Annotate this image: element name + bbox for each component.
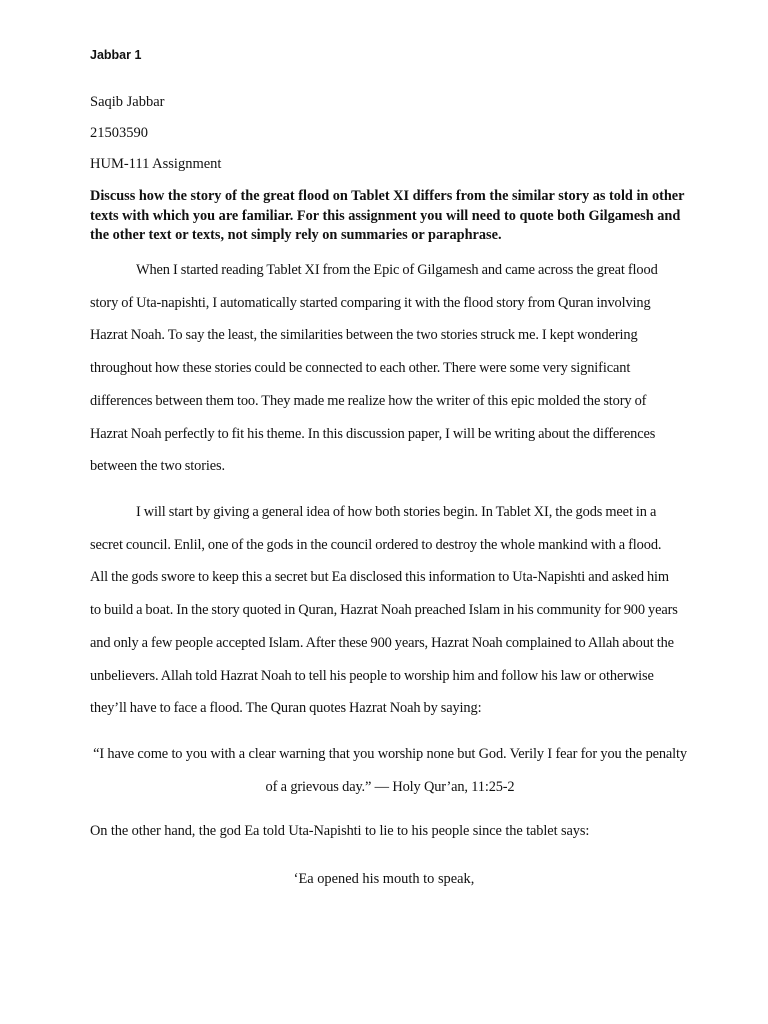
quote-line: of a grievous day.” — Holy Qur’an, 11:25-2	[265, 778, 515, 795]
paragraph-line: and only a few people accepted Islam. After these 900 years, Hazrat Noah complained to Allah about the	[90, 634, 674, 651]
course-title: HUM-111 Assignment	[90, 156, 222, 172]
paragraph-line: story of Uta-napishti, I automatically started comparing it with the flood story from Quran involving	[90, 294, 651, 311]
paragraph-line: When I started reading Tablet XI from the Epic of Gilgamesh and came across the great flood	[136, 262, 658, 278]
tablet-verse: ‘Ea opened his mouth to speak,	[293, 871, 475, 887]
paragraph-line: All the gods swore to keep this a secret but Ea disclosed this information to Uta-Napishti and asked him	[90, 569, 670, 586]
transition-sentence: On the other hand, the god Ea told Uta-Napishti to lie to his people since the tablet says:	[90, 823, 590, 839]
student-id: 21503590	[90, 125, 148, 141]
paragraph-comparison	[90, 496, 690, 725]
quran-quote	[90, 738, 690, 803]
author-name: Saqib Jabbar	[90, 94, 165, 110]
paragraph-line: Hazrat Noah perfectly to fit his theme. In this discussion paper, I will be writing about the differences	[90, 425, 656, 442]
paragraph-line: I will start by giving a general idea of how both stories begin. In Tablet XI, the gods meet in a	[136, 504, 657, 520]
paragraph-line: unbelievers. Allah told Hazrat Noah to tell his people to worship him and follow his law or otherwise	[90, 667, 654, 684]
paragraph-intro	[90, 254, 690, 483]
quote-line: “I have come to you with a clear warning that you worship none but God. Verily I fear for you the penalty	[93, 746, 687, 762]
paragraph-line: Hazrat Noah. To say the least, the similarities between the two stories struck me. I kept wondering	[90, 327, 638, 344]
paragraph-line: between the two stories.	[90, 458, 225, 475]
paragraph-line: differences between them too. They made me realize how the writer of this epic molded the story of	[90, 392, 647, 409]
paragraph-line: to build a boat. In the story quoted in Quran, Hazrat Noah preached Islam in his community for 900 years	[90, 602, 678, 619]
paragraph-line: throughout how these stories could be connected to each other. There were some very significant	[90, 360, 631, 377]
assignment-prompt: Discuss how the story of the great flood on Tablet XI differs from the similar story as told in other texts with which you are familiar. For this assignment you will need to quote both Gilgamesh and the other text or texts, not simply rely on summaries or paraphrase.	[90, 188, 685, 243]
paragraph-line: secret council. Enlil, one of the gods in the council ordered to destroy the whole mankind with a flood.	[90, 536, 662, 553]
running-head: Jabbar 1	[90, 48, 142, 62]
paragraph-line: they’ll have to face a flood. The Quran quotes Hazrat Noah by saying:	[90, 700, 482, 717]
